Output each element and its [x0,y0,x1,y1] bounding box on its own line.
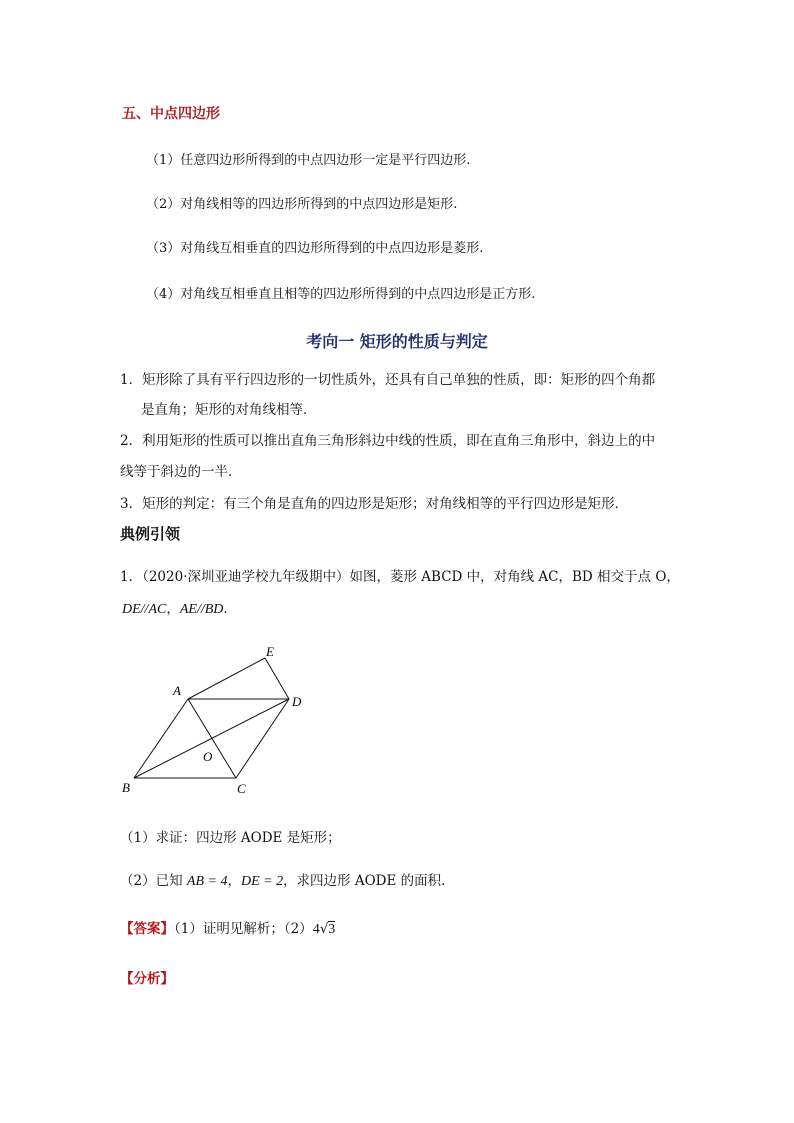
segment-ae [188,658,265,699]
separator: ， [166,601,180,617]
end-mark: ． [223,601,237,617]
label-b: B [122,780,130,795]
answer-tag: 【答案】 [120,921,174,937]
label-e: E [266,644,274,659]
label-a: A [173,683,181,698]
answer-text: （1）证明见解析；（2） [174,921,313,937]
label-c: C [237,781,246,796]
point-2-line-1: 2．利用矩形的性质可以推出直角三角形斜边中线的性质，即在直角三角形中，斜边上的中 [120,433,656,449]
sub2-prefix: （2）已知 [120,873,187,889]
point-3: 3．矩形的判定：有三个角是直角的四边形是矩形；对角线相等的平行四边形是矩形． [120,496,629,512]
example-heading: 典例引领 [120,525,181,543]
edge-cd [236,699,289,778]
list-item: （3）对角线互相垂直的四边形所得到的中点四边形是菱形. [146,241,484,256]
sub2-mid: ， [227,873,241,889]
list-item: （1）任意四边形所得到的中点四边形一定是平行四边形. [146,153,471,168]
question-conditions [122,597,237,618]
answer-number: 4 [312,922,320,937]
condition-de-parallel-ac: DE//AC [122,602,167,617]
sub2-suffix: ，求四边形 AODE 的面积． [283,873,455,889]
question-line-1: 1．（2020·深圳亚迪学校九年级期中）如图，菱形 ABCD 中，对角线 AC，BD 相交于点 O， [120,569,680,585]
sub-question-2 [120,869,455,890]
ab-equation: AB = 4 [186,874,228,889]
point-1-line-1: 1．矩形除了具有平行四边形的一切性质外，还具有自己单独的性质，即：矩形的四个角都 [120,372,656,388]
list-item: （2）对角线相等的四边形所得到的中点四边形是矩形. [146,197,458,212]
edge-ab [134,699,188,778]
condition-ae-parallel-bd: AE//BD [179,602,224,617]
label-d: D [292,694,302,709]
answer-line [120,917,335,938]
de-equation: DE = 2 [240,874,284,889]
kaoxiang-title: 考向一 矩形的性质与判定 [306,332,488,351]
rhombus-figure [115,640,315,800]
label-o: O [203,749,213,764]
list-item: （4）对角线互相垂直且相等的四边形所得到的中点四边形是正方形. [146,287,536,302]
sub-question-1: （1）求证：四边形 AODE 是矩形； [120,830,341,846]
diagonal-bd [134,699,289,778]
sqrt-icon: √ [319,921,329,937]
segment-ed [265,658,289,699]
point-1-line-2: 是直角；矩形的对角线相等． [141,402,317,418]
section-title: 五、中点四边形 [122,106,220,122]
point-2-line-2: 线等于斜边的一半． [120,464,242,480]
analysis-tag: 【分析】 [120,971,174,987]
answer-radicand: 3 [328,922,336,937]
